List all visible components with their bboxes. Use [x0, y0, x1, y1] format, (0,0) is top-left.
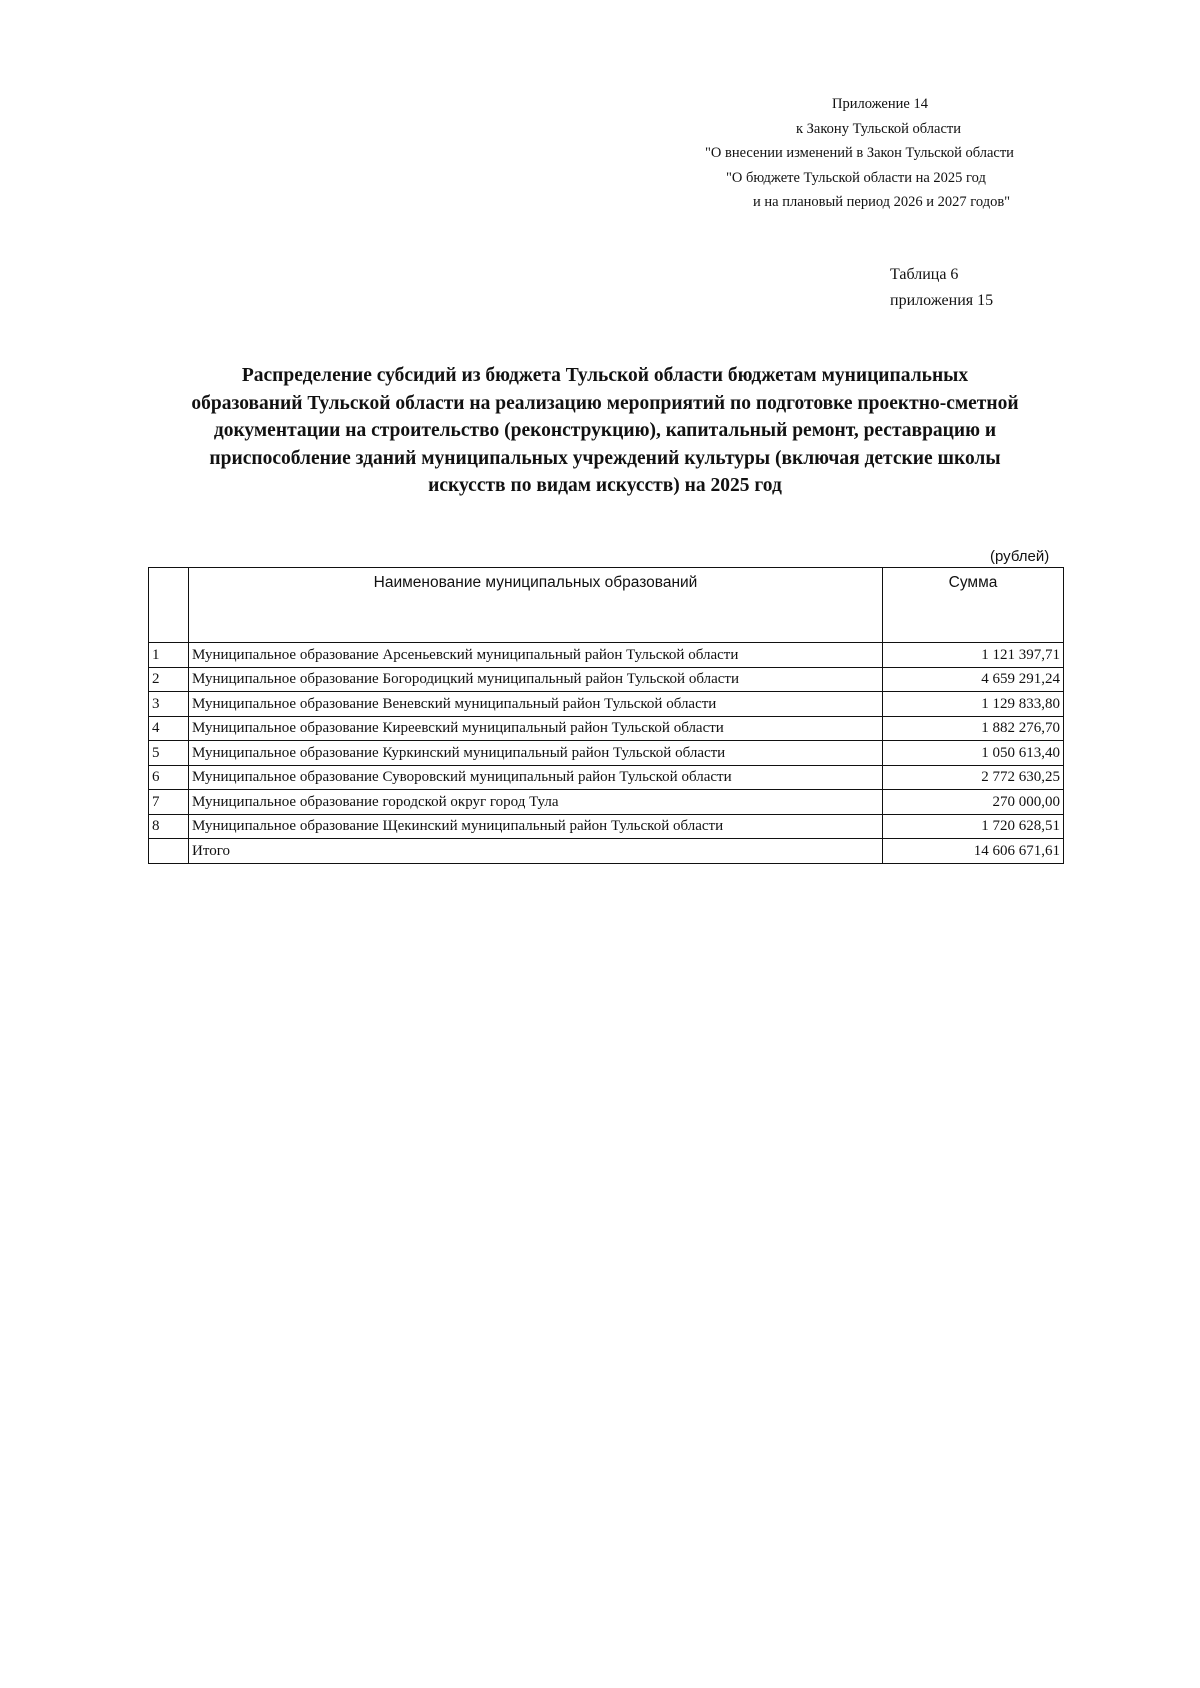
row-sum: 1 050 613,40: [883, 741, 1064, 766]
table-reference: [890, 262, 993, 314]
units-label: (рублей): [990, 548, 1050, 565]
table-row: [149, 667, 1064, 692]
row-num: 6: [149, 765, 189, 790]
table-row: [149, 741, 1064, 766]
row-num: 5: [149, 741, 189, 766]
row-sum: 4 659 291,24: [883, 667, 1064, 692]
row-name: Муниципальное образование городской округ город Тула: [189, 790, 883, 815]
table-header-row: [149, 568, 1064, 643]
table-reference-line-2: приложения 15: [890, 292, 994, 309]
title-line-5: искусств по видам искусств) на 2025 год: [428, 475, 782, 496]
total-label: Итого: [189, 839, 883, 864]
row-sum: 2 772 630,25: [883, 765, 1064, 790]
row-name: Муниципальное образование Щекинский муниципальный район Тульской области: [189, 814, 883, 839]
appendix-line-5: и на плановый период 2026 и 2027 годов": [753, 194, 1011, 210]
row-num: 8: [149, 814, 189, 839]
row-num: 2: [149, 667, 189, 692]
title-line-2: образований Тульской области на реализацию мероприятий по подготовке проектно-сметной: [191, 392, 1019, 414]
subsidies-table: [148, 567, 1064, 864]
table-reference-line-1: Таблица 6: [890, 266, 959, 283]
header-sum: Сумма: [883, 568, 1064, 643]
row-num: 1: [149, 643, 189, 668]
table-row: [149, 692, 1064, 717]
appendix-line-1: Приложение 14: [832, 96, 928, 112]
table-row: [149, 790, 1064, 815]
row-name: Муниципальное образование Арсеньевский муниципальный район Тульской области: [189, 643, 883, 668]
row-sum: 1 882 276,70: [883, 716, 1064, 741]
appendix-line-4: "О бюджете Тульской области на 2025 год: [726, 169, 986, 186]
row-name: Муниципальное образование Богородицкий муниципальный район Тульской области: [189, 667, 883, 692]
header-name: Наименование муниципальных образований: [189, 568, 883, 643]
row-sum: 270 000,00: [883, 790, 1064, 815]
row-sum: 1 129 833,80: [883, 692, 1064, 717]
row-sum: 1 121 397,71: [883, 643, 1064, 668]
appendix-line-2: к Закону Тульской области: [796, 120, 962, 137]
row-num: 7: [149, 790, 189, 815]
table-row: [149, 765, 1064, 790]
row-name: Муниципальное образование Киреевский муниципальный район Тульской области: [189, 716, 883, 741]
table-row: [149, 643, 1064, 668]
row-name: Муниципальное образование Суворовский муниципальный район Тульской области: [189, 765, 883, 790]
title-line-4: приспособление зданий муниципальных учреждений культуры (включая детские школы: [209, 447, 1001, 469]
row-num: 4: [149, 716, 189, 741]
row-sum: 1 720 628,51: [883, 814, 1064, 839]
table-row: [149, 716, 1064, 741]
row-num: 3: [149, 692, 189, 717]
document-title: [130, 362, 1080, 500]
table-row: [149, 814, 1064, 839]
header-num: [149, 568, 189, 643]
row-name: Муниципальное образование Куркинский муниципальный район Тульской области: [189, 741, 883, 766]
title-line-3: документации на строительство (реконструкцию), капитальный ремонт, реставрацию и: [213, 420, 997, 441]
appendix-line-3: "О внесении изменений в Закон Тульской области: [705, 145, 1014, 161]
row-name: Муниципальное образование Веневский муниципальный район Тульской области: [189, 692, 883, 717]
table-total-row: [149, 839, 1064, 864]
appendix-header: [700, 92, 1100, 215]
total-num: [149, 839, 189, 864]
total-sum: 14 606 671,61: [883, 839, 1064, 864]
title-line-1: Распределение субсидий из бюджета Тульской области бюджетам муниципальных: [241, 365, 969, 386]
